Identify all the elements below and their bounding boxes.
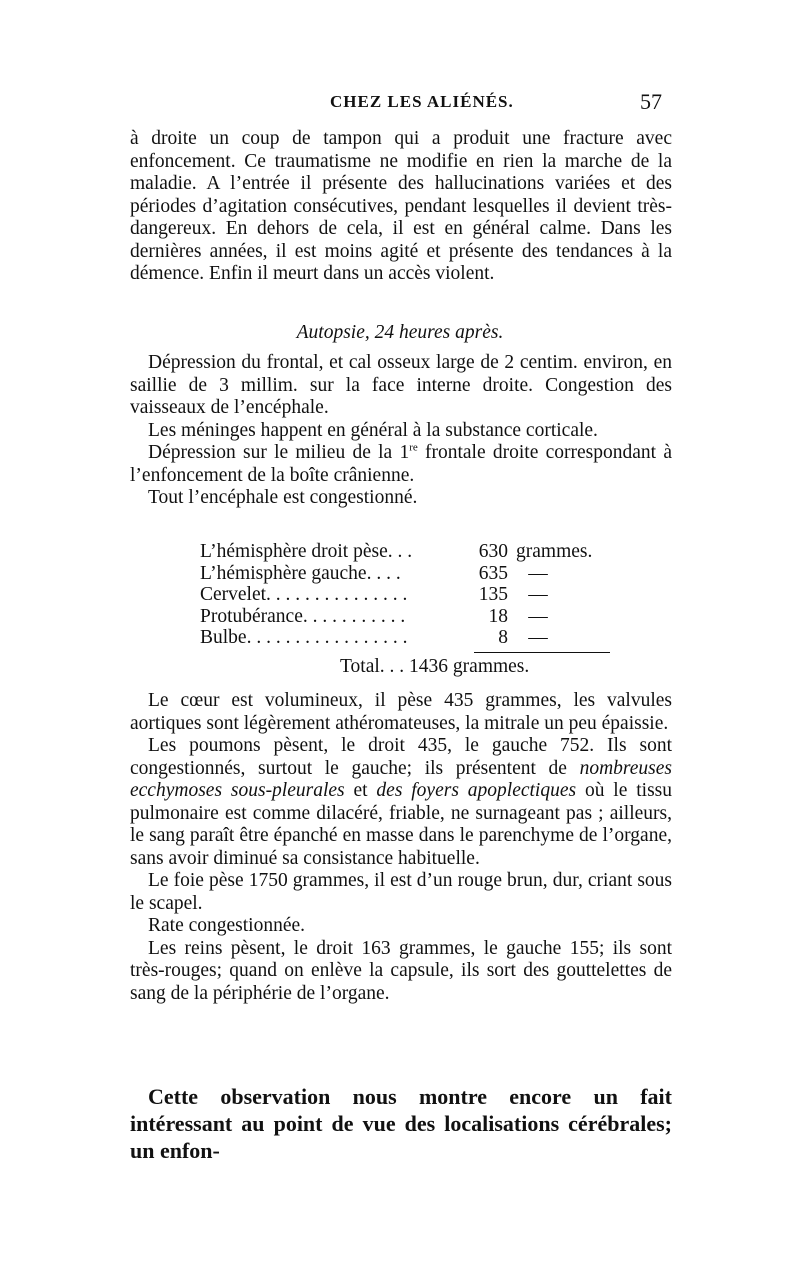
total-value: 1436 xyxy=(409,656,449,677)
table-row xyxy=(200,541,626,563)
row-unit: grammes. xyxy=(516,541,593,562)
row-unit: — xyxy=(528,584,548,605)
lungs-text-b: et xyxy=(344,780,377,801)
total-rule xyxy=(474,652,610,653)
weights-table xyxy=(200,541,626,649)
row-label: Protubérance. . . . . . . . . . . xyxy=(200,605,406,627)
page-header xyxy=(0,89,800,116)
text-block-4 xyxy=(130,1083,672,1164)
table-row xyxy=(200,563,626,585)
paragraph-clinical-history: à droite un coup de tampon qui a produit une fracture avec enfoncement. Ce traumatisme ne modifie en rien la marche de la maladie. A l’entrée il présente des hallucinations variées et des périodes d’agitation consécutives, pendant lesquelles il devient très-dangereux. En dehors de cela, il est en général calme. Dans les dernières années, il est moins agité et présente des tendances à la démence. Enfin il meurt dans un accès violent. xyxy=(130,128,672,284)
lungs-emphasis-2: des foyers apoplectiques xyxy=(376,780,577,801)
row-value: 635 xyxy=(478,562,508,584)
total-unit: grammes. xyxy=(452,656,530,677)
paragraph-liver: Le foie pèse 1750 grammes, il est d’un rouge brun, dur, criant sous le scapel. xyxy=(130,870,672,914)
text-block-1 xyxy=(130,128,672,286)
autopsy-heading: Autopsie, 24 heures après. xyxy=(296,322,504,343)
paragraph-encephale: Tout l’encéphale est congestionné. xyxy=(148,487,418,508)
table-row xyxy=(200,627,626,649)
running-title: CHEZ LES ALIÉNÉS. xyxy=(330,92,514,111)
lungs-text-a: Les poumons pèsent, le droit 435, le gauche 752. Ils sont congestionnés, surtout le gauche; ils présentent de xyxy=(130,735,672,779)
paragraph-depression-text-b: frontale droite correspondant à l’enfoncement de la boîte crânienne. xyxy=(130,442,672,486)
row-label: L’hémisphère gauche. . . . xyxy=(200,562,401,584)
lungs-emphasis-1: nombreuses ecchymoses sous-pleurales xyxy=(130,757,672,801)
row-value: 8 xyxy=(498,627,508,648)
row-unit: — xyxy=(528,562,548,584)
paragraph-meninges: Les méninges happent en général à la substance corticale. xyxy=(148,419,598,441)
row-value: 18 xyxy=(488,605,508,627)
total-row xyxy=(340,656,529,678)
row-label: Bulbe. . . . . . . . . . . . . . . . . xyxy=(200,627,408,648)
page-number: 57 xyxy=(640,89,662,114)
lungs-text-c: où le tissu pulmonaire est comme dilacéré, friable, ne surnageant pas ; ailleurs, le sang paraît être épanché en masse dans le parenchyme de l’organe, sans avoir diminué sa consistance habituelle. xyxy=(130,780,672,869)
text-block-3 xyxy=(130,690,672,1005)
paragraph-lungs xyxy=(130,735,672,870)
paragraph-frontal: Dépression du frontal, et cal osseux large de 2 centim. environ, en saillie de 3 millim. sur la face interne droite. Congestion des vaisseaux de l’encéphale. xyxy=(130,352,672,418)
paragraph-depression xyxy=(130,442,672,487)
row-label: L’hémisphère droit pèse. . . xyxy=(200,541,413,562)
row-value: 630 xyxy=(478,541,508,562)
paragraph-spleen: Rate congestionnée. xyxy=(148,915,306,936)
row-label: Cervelet. . . . . . . . . . . . . . . xyxy=(200,584,408,605)
row-unit: — xyxy=(528,605,548,627)
table-row xyxy=(200,584,626,606)
row-value: 135 xyxy=(478,584,508,605)
paragraph-observation: Cette observation nous montre encore un fait intéressant au point de vue des localisations cérébrales; un enfon- xyxy=(130,1084,672,1163)
paragraph-kidneys: Les reins pèsent, le droit 163 grammes, le gauche 155; ils sont très-rouges; quand on enlève la capsule, ils sort des gouttelettes de sang de la périphérie de l’organe. xyxy=(130,937,672,1004)
paragraph-heart: Le cœur est volumineux, il pèse 435 grammes, les valvules aortiques sont légèrement athéromateuses, la mitrale un peu épaissie. xyxy=(130,690,672,734)
text-block-2 xyxy=(130,352,672,510)
paragraph-depression-text-a: Dépression sur le milieu de la 1 xyxy=(148,442,410,463)
total-label: Total. . . xyxy=(340,656,410,677)
row-unit: — xyxy=(528,627,548,648)
table-row xyxy=(200,606,626,628)
superscript: re xyxy=(409,441,418,454)
